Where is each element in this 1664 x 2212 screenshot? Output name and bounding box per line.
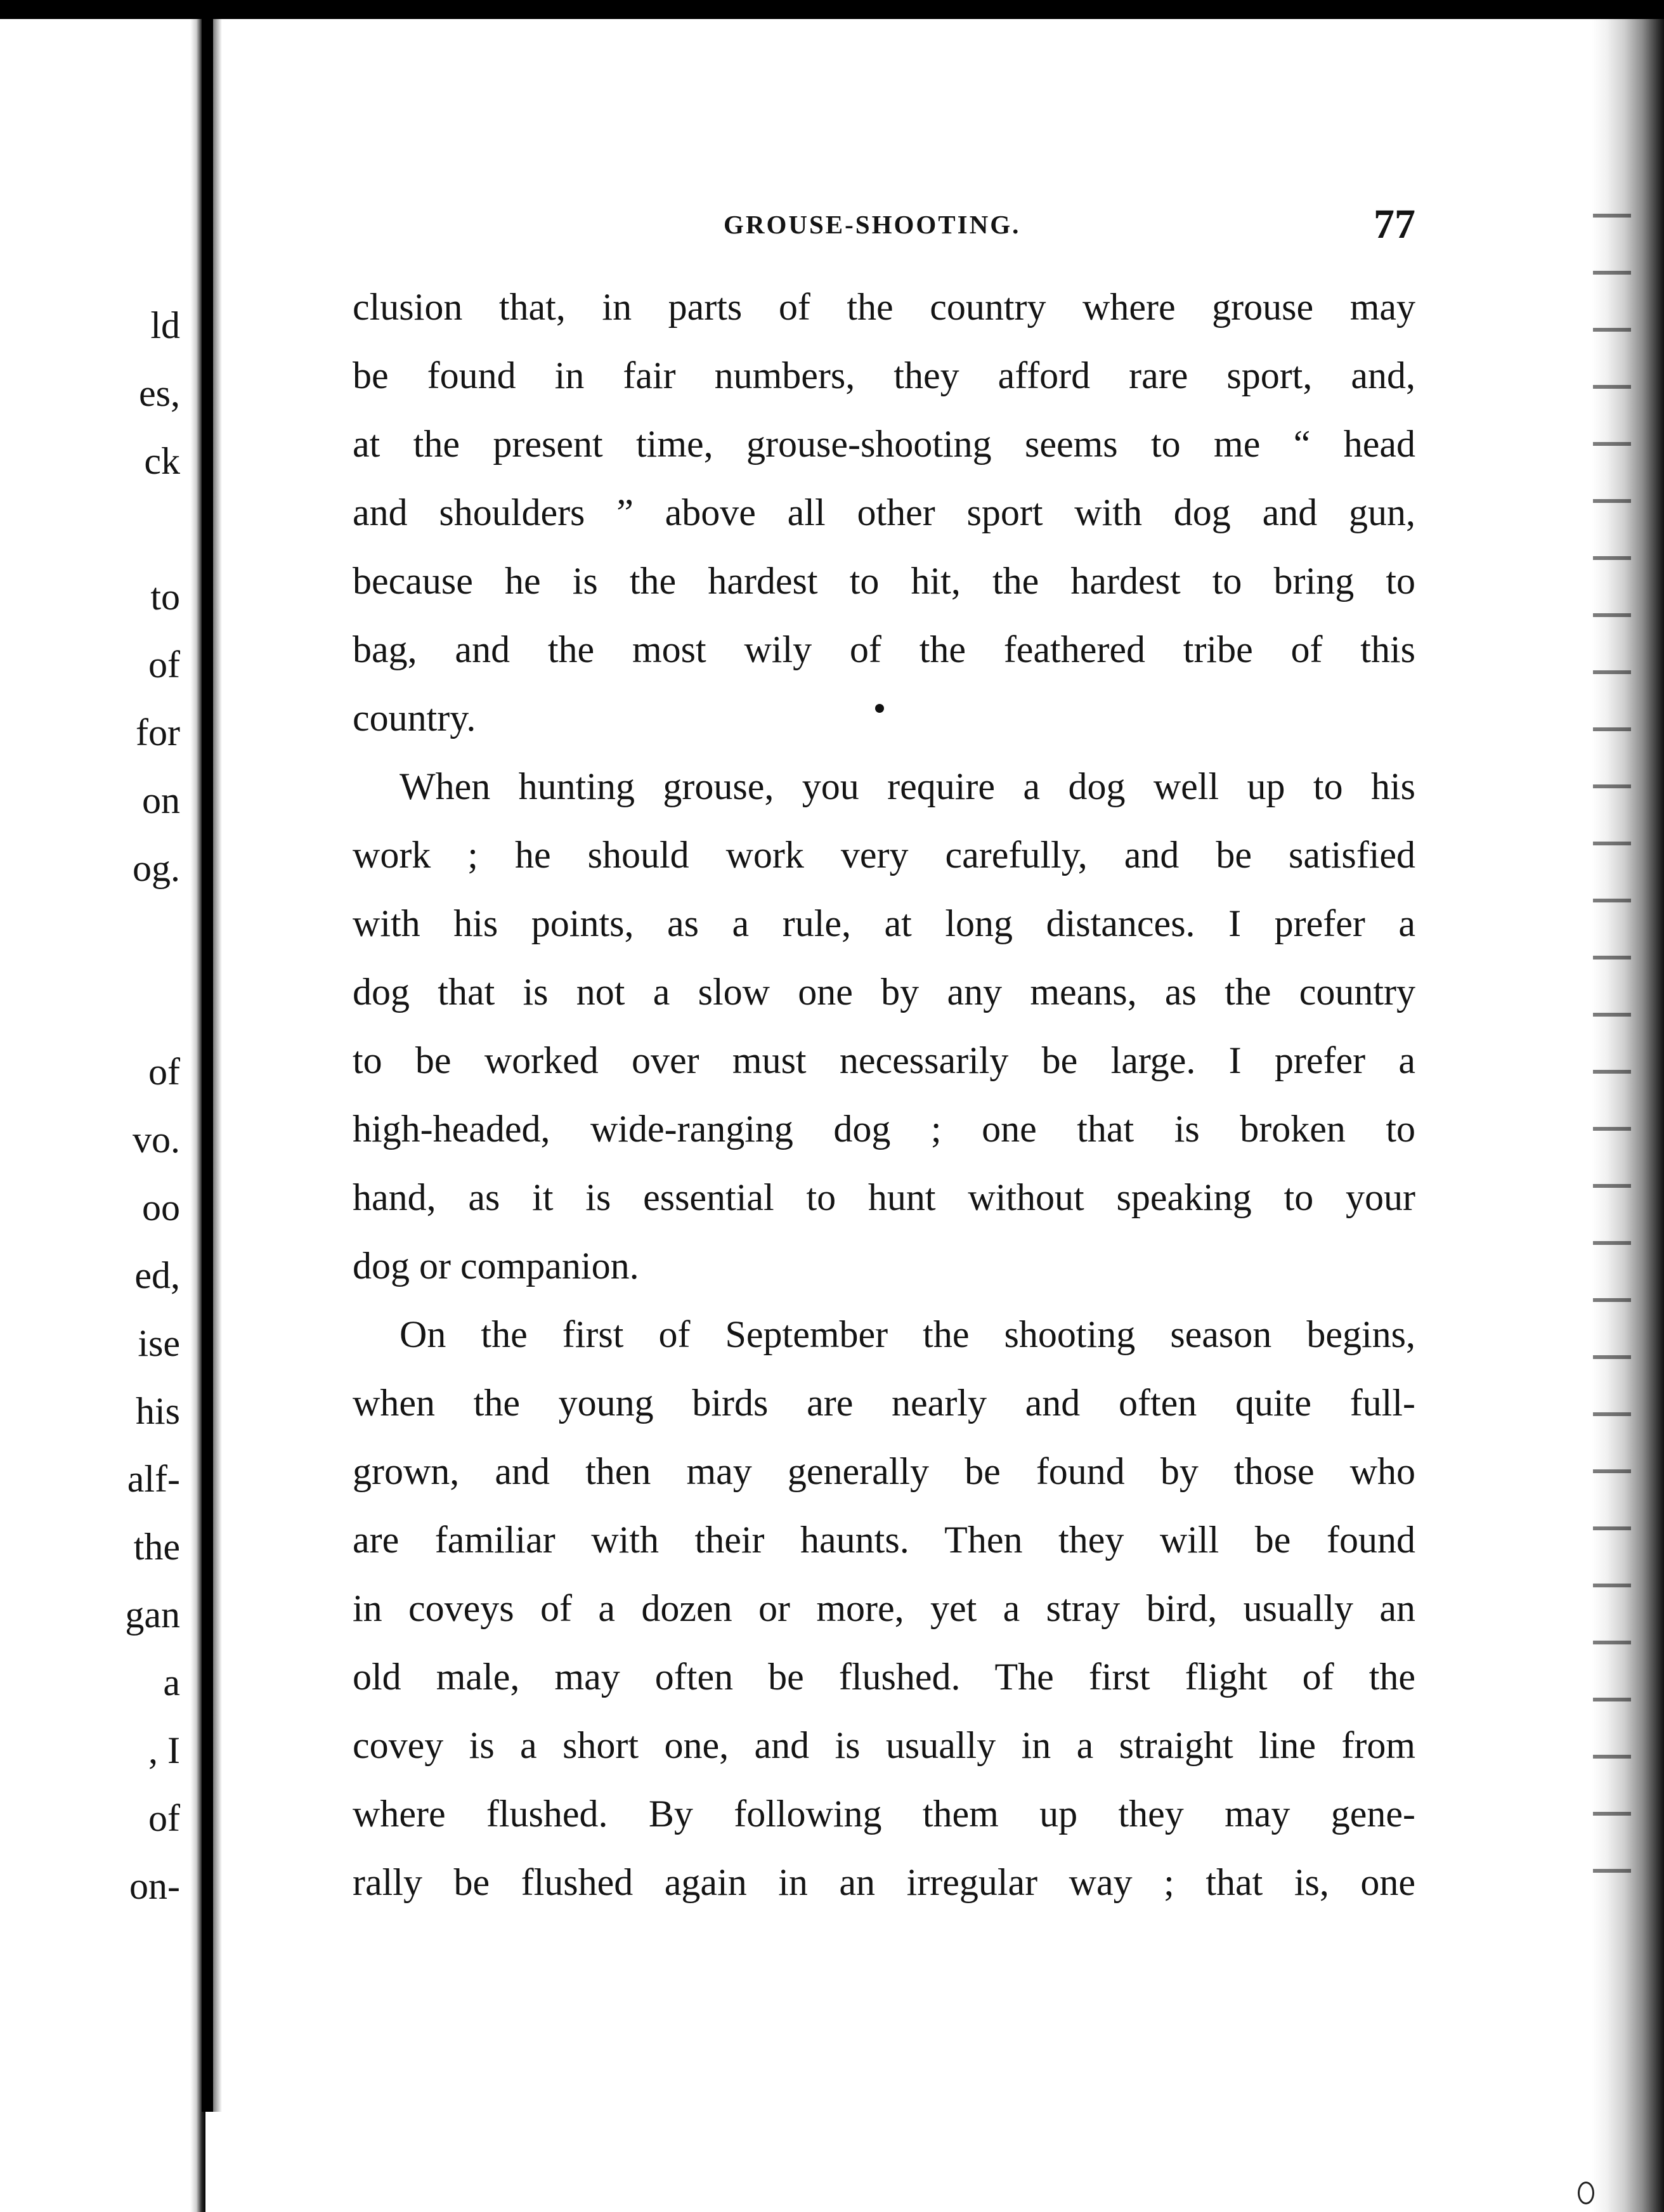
left-page-fragment bbox=[125, 970, 180, 1038]
text-line: to be worked over must necessarily be large. I prefer a bbox=[353, 1039, 1415, 1081]
text-line: When hunting grouse, you require a dog well up to his bbox=[400, 765, 1415, 807]
text-line: bag, and the most wily of the feathered tribe of this bbox=[353, 628, 1415, 670]
text-line: where flushed. By following them up they may gene- bbox=[353, 1793, 1415, 1835]
left-page-fragment bbox=[125, 902, 180, 970]
paragraph bbox=[353, 752, 1415, 1300]
left-page-fragment: of bbox=[148, 1797, 180, 1839]
left-page-fragment bbox=[125, 495, 180, 563]
left-facing-page bbox=[0, 19, 190, 2212]
left-page-fragment: for bbox=[136, 712, 180, 753]
running-title: GROUSE-SHOOTING. bbox=[724, 210, 1021, 239]
left-page-fragment: on- bbox=[129, 1865, 180, 1907]
left-page-fragment: og. bbox=[133, 847, 180, 889]
text-line: at the present time, grouse-shooting seems to me “ head bbox=[353, 423, 1415, 465]
text-line: covey is a short one, and is usually in a straight line from bbox=[353, 1724, 1415, 1766]
text-line: when the young birds are nearly and often quite full- bbox=[353, 1382, 1415, 1424]
left-page-fragment: of bbox=[148, 644, 180, 686]
left-page-fragment: ck bbox=[144, 440, 180, 482]
left-page-fragment: to bbox=[150, 576, 180, 618]
text-line: with his points, as a rule, at long distances. I prefer a bbox=[353, 902, 1415, 944]
scanner-top-edge bbox=[0, 0, 1664, 19]
left-page-fragment: alf- bbox=[127, 1458, 180, 1500]
text-line: high-headed, wide-ranging dog ; one that is broken to bbox=[353, 1108, 1415, 1150]
left-page-fragment: gan bbox=[125, 1594, 180, 1636]
left-page-fragment: oo bbox=[142, 1187, 180, 1228]
corner-mark bbox=[1578, 2182, 1594, 2204]
paragraph bbox=[353, 1300, 1415, 1916]
left-page-fragment: of bbox=[148, 1051, 180, 1093]
text-line: dog or companion. bbox=[353, 1245, 639, 1287]
text-line: be found in fair numbers, they afford rare sport, and, bbox=[353, 355, 1415, 396]
text-line: hand, as it is essential to hunt without speaking to your bbox=[353, 1176, 1415, 1218]
body-text bbox=[353, 273, 1415, 1916]
left-page-line-fragments bbox=[125, 292, 180, 1920]
running-head bbox=[353, 194, 1415, 257]
left-page-fragment: the bbox=[133, 1526, 180, 1568]
text-line: are familiar with their haunts. Then they will be found bbox=[353, 1519, 1415, 1561]
text-line: On the first of September the shooting season begins, bbox=[400, 1313, 1415, 1355]
page-number: 77 bbox=[1374, 201, 1415, 247]
text-line: rally be flushed again in an irregular way ; that is, one bbox=[353, 1861, 1415, 1903]
page-edge-texture bbox=[1593, 190, 1631, 1903]
text-line: and shoulders ” above all other sport with dog and gun, bbox=[353, 491, 1415, 533]
book-spine bbox=[202, 19, 213, 2112]
left-page-fragment: es, bbox=[139, 372, 180, 414]
left-page-fragment: his bbox=[135, 1390, 180, 1432]
spine-fade bbox=[213, 19, 222, 2112]
left-page-fragment: a bbox=[163, 1662, 180, 1703]
left-page-fragment: vo. bbox=[133, 1119, 180, 1161]
left-page-fragment: , I bbox=[148, 1729, 180, 1771]
text-line: because he is the hardest to hit, the hardest to bring to bbox=[353, 560, 1415, 602]
left-page-fragment: ld bbox=[150, 304, 180, 346]
text-line: grown, and then may generally be found by those who bbox=[353, 1450, 1415, 1492]
text-line: in coveys of a dozen or more, yet a stray bird, usually an bbox=[353, 1587, 1415, 1629]
text-line: dog that is not a slow one by any means, as the country bbox=[353, 971, 1415, 1013]
ink-speck bbox=[875, 704, 884, 713]
text-line: country. bbox=[353, 697, 476, 739]
left-page-fragment: ed, bbox=[134, 1254, 180, 1296]
paragraph bbox=[353, 273, 1415, 752]
text-line: clusion that, in parts of the country where grouse may bbox=[353, 286, 1415, 328]
left-page-fragment: on bbox=[142, 779, 180, 821]
left-page-fragment: ise bbox=[138, 1322, 180, 1364]
text-line: work ; he should work very carefully, and be satisfied bbox=[353, 834, 1415, 876]
text-line: old male, may often be flushed. The first flight of the bbox=[353, 1656, 1415, 1698]
